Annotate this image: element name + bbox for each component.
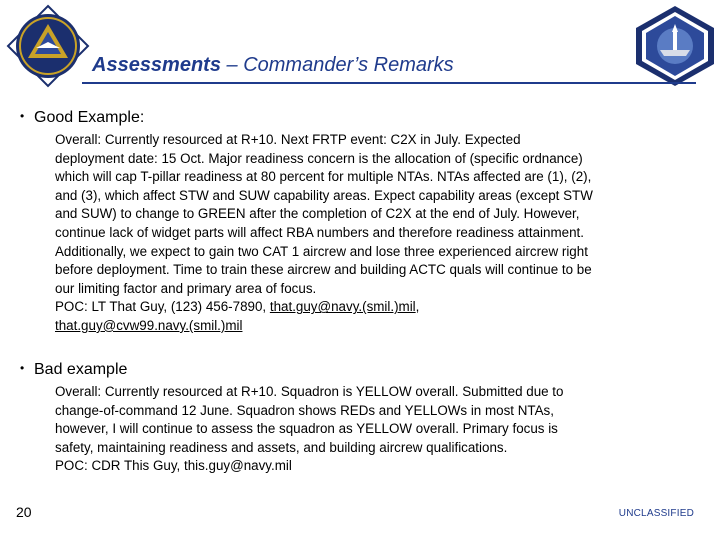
good-line-8: before deployment. Time to train these aircrew and building ACTC quals will continue to be bbox=[55, 262, 592, 278]
bad-example-body bbox=[55, 383, 705, 476]
bad-line-1: Overall: Currently resourced at R+10. Squadron is YELLOW overall. Submitted due to bbox=[55, 384, 564, 399]
command-emblem-left-logo bbox=[6, 4, 90, 88]
good-line-5: and SUW) to change to GREEN after the completion of C2X at the end of July. However, bbox=[55, 206, 580, 222]
slide-title bbox=[92, 54, 454, 77]
email-separator: , bbox=[415, 299, 420, 315]
bad-line-4: safety, maintaining readiness and assets, and building aircrew qualifications. bbox=[55, 439, 508, 455]
page-number: 20 bbox=[16, 504, 32, 520]
good-line-7: Additionally, we expect to gain two CAT 1 aircrew and lose three experienced aircrew right bbox=[55, 243, 588, 259]
good-line-2: deployment date: 15 Oct. Major readiness concern is the allocation of (specific ordnance) bbox=[55, 150, 583, 166]
poc-email-link-2[interactable]: that.guy@cvw99.navy.(smil.)mil bbox=[55, 317, 243, 333]
good-poc-line bbox=[55, 298, 705, 317]
slide-title-rest: – Commander’s Remarks bbox=[220, 54, 454, 76]
good-line-1: Overall: Currently resourced at R+10. Next FRTP event: C2X in July. Expected bbox=[55, 132, 521, 147]
good-line-3: which will cap T-pillar readiness at 80 percent for multiple NTAs. NTAs affected are (1), (2), bbox=[55, 169, 592, 185]
command-seal-right-logo bbox=[634, 4, 716, 88]
bullet-icon: • bbox=[20, 361, 25, 375]
bad-line-2: change-of-command 12 June. Squadron shows REDs and YELLOWs in most NTAs, bbox=[55, 402, 554, 418]
good-line-9: our limiting factor and primary area of focus. bbox=[55, 280, 317, 296]
title-underline bbox=[82, 82, 696, 84]
good-example-heading-text: Good Example: bbox=[34, 109, 145, 126]
good-poc-prefix: POC: LT That Guy, (123) 456-7890, bbox=[55, 299, 270, 315]
bad-poc-line: POC: CDR This Guy, this.guy@navy.mil bbox=[55, 458, 292, 474]
slide-title-bold: Assessments bbox=[92, 54, 221, 76]
good-line-4: and (3), which affect STW and SUW capability areas. Expect capability areas (except STW bbox=[55, 187, 593, 203]
good-line-6: continue lack of widget parts will affect RBA numbers and therefore readiness attainment. bbox=[55, 224, 584, 240]
classification-marking: UNCLASSIFIED bbox=[618, 508, 694, 519]
bullet-icon: • bbox=[20, 109, 25, 123]
good-example-body bbox=[55, 131, 705, 336]
good-example-heading bbox=[20, 109, 144, 127]
good-poc-line-2 bbox=[55, 317, 705, 336]
poc-email-link-1[interactable]: that.guy@navy.(smil.)mil bbox=[269, 299, 416, 315]
bad-example-heading bbox=[20, 361, 127, 379]
bad-example-heading-text: Bad example bbox=[34, 361, 128, 378]
bad-line-3: however, I will continue to assess the squadron as YELLOW overall. Primary focus is bbox=[55, 421, 558, 437]
